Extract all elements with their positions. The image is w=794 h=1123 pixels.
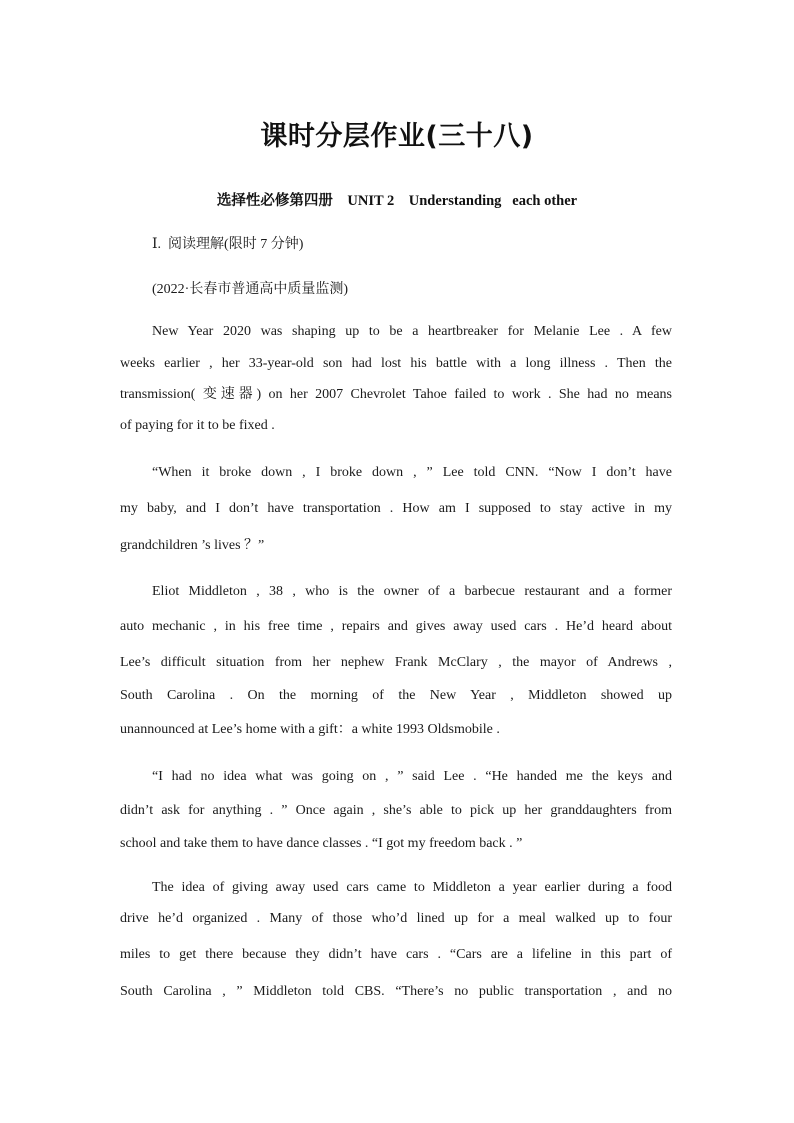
source-note: (2022·长春市普通高中质量监测) (152, 282, 348, 297)
text-line: weeks earlier , her 33-year-old son had lost his battle with a long illness . Then the (120, 356, 672, 371)
text-line: New Year 2020 was shaping up to be a heartbreaker for Melanie Lee . A few (152, 324, 672, 339)
text-line: The idea of giving away used cars came to Middleton a year earlier during a food (152, 880, 672, 895)
page-subtitle: 选择性必修第四册 UNIT 2 Understanding each other (216, 193, 578, 209)
text-line: South Carolina , ” Middleton told CBS. “There’s no public transportation , and no (120, 984, 672, 999)
text-line: South Carolina . On the morning of the New Year , Middleton showed up (120, 688, 672, 703)
text-line: “I had no idea what was going on , ” said Lee . “He handed me the keys and (152, 769, 672, 784)
text-line: didn’t ask for anything . ” Once again , she’s able to pick up her granddaughters from (120, 803, 672, 818)
text-line: miles to get there because they didn’t have cars . “Cars are a lifeline in this part of (120, 947, 672, 962)
text-line: of paying for it to be fixed . (120, 418, 275, 433)
text-line: drive he’d organized . Many of those who’d lined up for a meal walked up to four (120, 911, 672, 926)
text-line: “When it broke down , I broke down , ” Lee told CNN. “Now I don’t have (152, 465, 672, 480)
text-line: my baby, and I don’t have transportation . How am I supposed to stay active in my (120, 501, 672, 516)
text-line: Eliot Middleton , 38 , who is the owner of a barbecue restaurant and a former (152, 584, 672, 599)
section-heading: Ⅰ. 阅读理解(限时 7 分钟) (152, 237, 304, 252)
text-line: Lee’s difficult situation from her nephew Frank McClary , the mayor of Andrews , (120, 655, 672, 670)
text-line: unannounced at Lee’s home with a gift：a white 1993 Oldsmobile . (120, 722, 500, 737)
text-line: transmission( 变速器) on her 2007 Chevrolet Tahoe failed to work . She had no means (120, 387, 672, 402)
page-title: 课时分层作业(三十八) (260, 121, 534, 152)
text-line: school and take them to have dance classes . “I got my freedom back . ” (120, 836, 523, 851)
text-line: auto mechanic , in his free time , repairs and gives away used cars . He’d heard about (120, 619, 672, 634)
text-line: grandchildren ’s lives ？” (120, 538, 265, 553)
